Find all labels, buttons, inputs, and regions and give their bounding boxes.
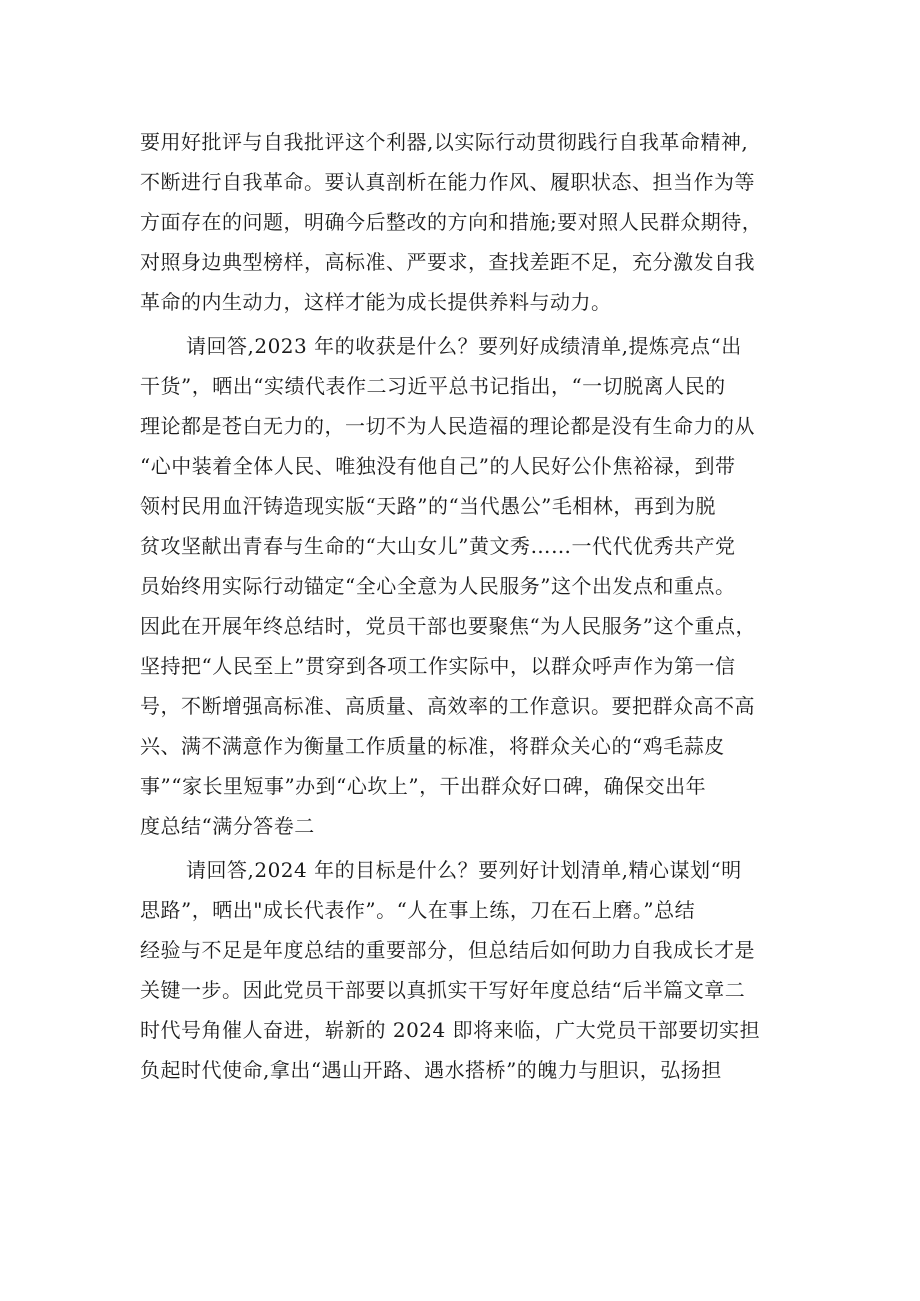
text-line: 思路”，晒出"成长代表作”。“人在事上练，刀在石上磨。”总结 <box>140 898 696 922</box>
text-line: 干货”，晒出“实绩代表作二习近平总书记指出，“一切脱离人民的 <box>140 374 726 398</box>
paragraph-3 <box>140 850 820 1090</box>
text-line: 贫攻坚献出青春与生命的“大山女儿”黄文秀……一代代优秀共产党 <box>140 534 736 558</box>
text-line: 员始终用实际行动锚定“全心全意为人民服务”这个出发点和重点。 <box>140 574 736 598</box>
text-line: 请回答,2023 年的收获是什么？要列好成绩清单,提炼亮点“出 <box>186 334 742 358</box>
body-text <box>140 122 820 1090</box>
paragraph-1 <box>140 122 820 322</box>
paragraph-2 <box>140 326 820 846</box>
text-line: 请回答,2024 年的目标是什么？要列好计划清单,精心谋划“明 <box>186 858 742 882</box>
text-line: 时代号角催人奋进，崭新的 2024 即将来临，广大党员干部要切实担 <box>140 1018 761 1042</box>
text-line: 要用好批评与自我批评这个利器,以实际行动贯彻践行自我革命精神, <box>140 130 749 154</box>
text-line: 不断进行自我革命。要认真剖析在能力作风、履职状态、担当作为等 <box>140 170 755 194</box>
text-line: 领村民用血汗铸造现实版“天路”的“当代愚公”毛相林，再到为脱 <box>140 494 716 518</box>
text-line: 负起时代使命,拿出“遇山开路、遇水搭桥”的魄力与胆识，弘扬担 <box>140 1058 722 1082</box>
text-line: 对照身边典型榜样，高标准、严要求，查找差距不足，充分激发自我 <box>140 250 755 274</box>
text-line: 兴、满不满意作为衡量工作质量的标准，将群众关心的“鸡毛蒜皮 <box>140 734 725 758</box>
text-line: 因此在开展年终总结时，党员干部也要聚焦“为人民服务”这个重点， <box>140 614 756 638</box>
text-line: 号，不断增强高标准、高质量、高效率的工作意识。要把群众高不高 <box>140 694 755 718</box>
text-line: 方面存在的问题，明确今后整改的方向和措施;要对照人民群众期待， <box>140 210 763 234</box>
text-line: 经验与不足是年度总结的重要部分，但总结后如何助力自我成长才是 <box>140 938 755 962</box>
text-line: 革命的内生动力，这样才能为成长提供养料与动力。 <box>140 290 612 314</box>
text-line: 事”“家长里短事”办到“心坎上”，干出群众好口碑，确保交出年 <box>140 774 707 798</box>
text-line: 理论都是苍白无力的，一切不为人民造福的理论都是没有生命力的从 <box>140 414 755 438</box>
text-line: 度总结“满分答卷二 <box>140 814 315 838</box>
text-line: 关键一步。因此党员干部要以真抓实干写好年度总结“后半篇文章二 <box>140 978 746 1002</box>
text-line: “心中装着全体人民、唯独没有他自己”的人民好公仆焦裕禄，到带 <box>140 454 736 478</box>
text-line: 坚持把“人民至上”贯穿到各项工作实际中，以群众呼声作为第一信 <box>140 654 736 678</box>
